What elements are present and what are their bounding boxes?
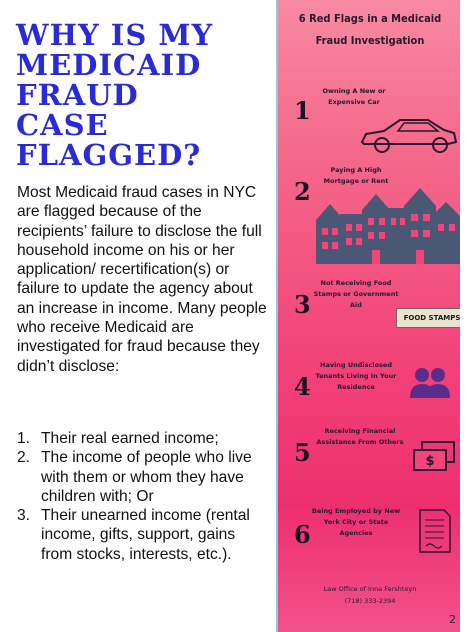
- list-number: 1.: [17, 430, 31, 447]
- intro-paragraph: Most Medicaid fraud cases in NYC are flagged because of the recipients’ failure to disclose the full household income on his or her application/ recertification(s) or failure to update the agency about an increase in income. Many people who receive Medicaid are investigated for fraud because they didn’t disclose:: [17, 184, 267, 375]
- document-icon: [414, 506, 454, 556]
- list-text: The income of people who live with them or whom they have children with; Or: [41, 449, 252, 505]
- footer: [278, 583, 462, 607]
- flag-label-line: Stamps or Government: [313, 290, 399, 298]
- title-line: FRAUD: [16, 78, 139, 112]
- car-icon: [356, 108, 460, 158]
- flag-label-line: Owning A New or: [322, 87, 386, 95]
- houses-icon: [316, 186, 460, 266]
- title-line: FLAGGED?: [16, 138, 202, 172]
- flag-label-6: [310, 506, 402, 539]
- reasons-list: [17, 429, 269, 564]
- page-title: [16, 20, 268, 170]
- flag-label-line: Assistance From Others: [316, 438, 404, 446]
- flag-number-1: 1: [294, 96, 311, 125]
- flag-number-3: 3: [294, 290, 311, 319]
- flag-label-5: [308, 426, 412, 448]
- flag-label-line: Residence: [337, 383, 375, 391]
- list-number: 2.: [17, 449, 31, 467]
- list-item: [17, 429, 269, 448]
- people-icon: [410, 366, 450, 400]
- flag-label-line: Mortgage or Rent: [323, 177, 389, 185]
- svg-text:$: $: [425, 454, 435, 469]
- flag-label-line: Tenants Living In Your: [315, 372, 397, 380]
- list-item: [17, 448, 269, 506]
- title-line: MEDICAID: [16, 48, 202, 82]
- red-flags-panel: [276, 0, 460, 632]
- page-number: 2: [449, 613, 456, 626]
- list-number: 3.: [17, 507, 31, 525]
- flag-label-4: [310, 360, 402, 393]
- flag-number-6: 6: [294, 520, 311, 549]
- footer-phone: (718) 333-2394: [344, 597, 396, 605]
- flag-label-line: Having Undisclosed: [320, 361, 392, 369]
- flag-number-4: 4: [294, 372, 311, 401]
- list-item: [17, 506, 269, 564]
- flag-label-line: Being Employed by New: [311, 507, 401, 515]
- panel-title-line: Fraud Investigation: [315, 34, 425, 47]
- list-text: Their real earned income;: [41, 430, 219, 447]
- page-margin: [460, 0, 474, 632]
- flag-label-2: [310, 165, 402, 187]
- flag-label-line: Not Receiving Food: [320, 279, 392, 287]
- flag-label-line: York City or State: [323, 518, 389, 526]
- flag-label-line: Agencies: [339, 529, 373, 537]
- panel-title-line: 6 Red Flags in a Medicaid: [298, 12, 442, 25]
- flag-label-line: Paying A High: [330, 166, 382, 174]
- panel-title: [278, 8, 462, 52]
- footer-firm: Law Office of Inna Fershteyn: [323, 585, 417, 593]
- flag-label-line: Aid: [350, 301, 362, 309]
- flag-label-line: Receiving Financial: [324, 427, 396, 435]
- list-text: Their unearned income (rental income, gifts, support, gains from stocks, interests, etc.).: [41, 507, 250, 563]
- flag-number-2: 2: [294, 177, 311, 206]
- money-icon: [412, 440, 456, 472]
- flag-number-5: 5: [294, 438, 311, 467]
- flag-label-3: [310, 278, 402, 311]
- title-line: WHY IS MY: [16, 18, 214, 52]
- food-stamps-card: FOOD STAMPS: [396, 308, 468, 328]
- title-line: CASE: [16, 108, 109, 142]
- flag-label-1: [308, 86, 400, 108]
- flag-label-line: Expensive Car: [328, 98, 380, 106]
